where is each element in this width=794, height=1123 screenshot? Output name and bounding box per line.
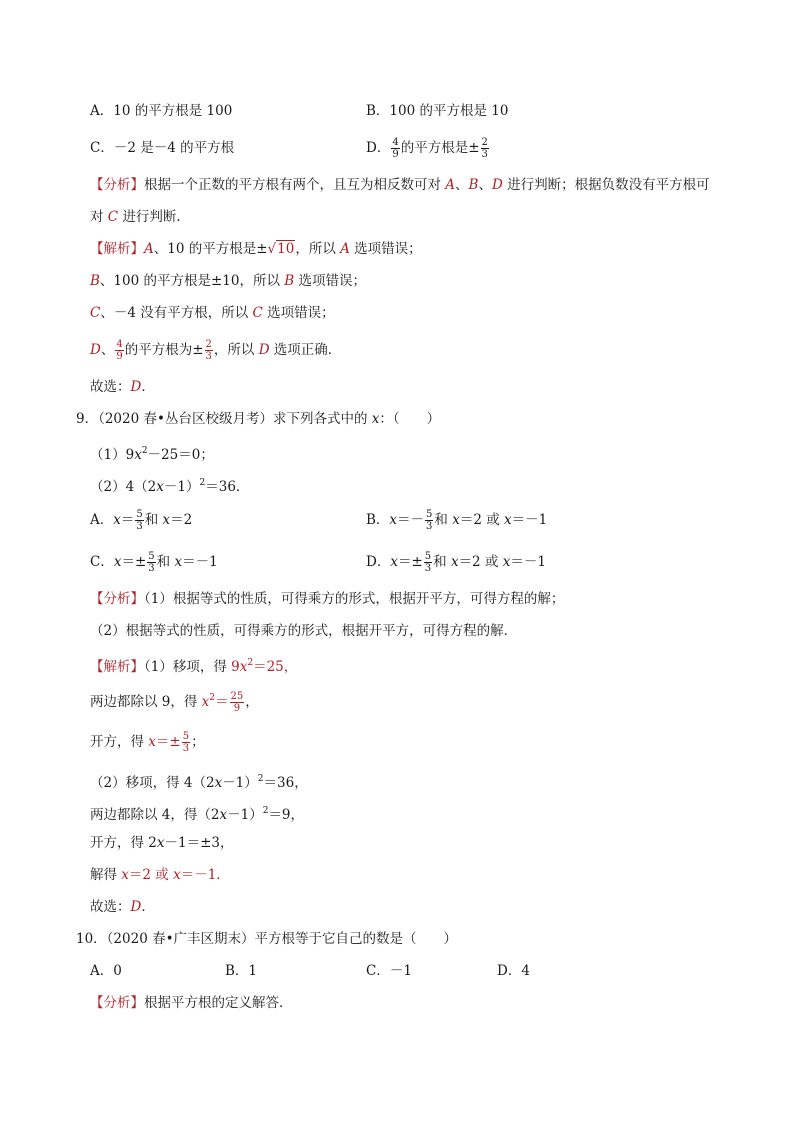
q9-solution-line-6: [90, 834, 234, 852]
q8-solution-b: [90, 272, 366, 290]
solution-text: －1＝±3，: [164, 835, 234, 851]
solution-text: 选项错误；: [349, 241, 422, 257]
solution-text: 、－4 没有平方根，所以: [100, 305, 253, 321]
solution-text: ＝9，: [268, 807, 305, 823]
analysis-text: 根据一个正数的平方根有两个，且互为相反数可对: [144, 177, 446, 193]
fraction: [481, 137, 489, 160]
exponent: 2: [199, 478, 206, 488]
option-ref: A: [445, 177, 456, 193]
solution-text: ＝36，: [263, 775, 308, 791]
option-ref: B: [90, 273, 100, 289]
option-label: A．: [90, 512, 114, 528]
solution-text: 、100 的平方根是±10，所以: [99, 273, 285, 289]
solution-text: 选项错误；: [262, 305, 335, 321]
question-title-end: ：（ ）: [379, 411, 441, 427]
q8-analysis-line-2: [90, 208, 190, 226]
solution-text: ，所以: [213, 342, 259, 358]
fraction-numerator: 25: [230, 691, 244, 702]
solution-text: 选项错误；: [294, 273, 366, 289]
answer-value: D: [130, 379, 142, 395]
analysis-text: 进行判断．: [118, 209, 190, 225]
option-label: D．: [366, 554, 391, 570]
option-ref: B: [284, 273, 295, 289]
equation-text: －25＝0；: [147, 447, 214, 463]
q9-solution-line-7: [90, 866, 230, 884]
option-text: ＝2 或: [458, 554, 503, 570]
equation-text: ＝36．: [205, 479, 250, 495]
q10-option-a: A．0: [90, 963, 122, 979]
solution-text: （2）移项，得 4（2: [90, 775, 215, 791]
solution-text: （1）移项，得: [144, 659, 232, 675]
q10-analysis: [90, 994, 293, 1012]
answer-suffix: ．: [141, 899, 155, 915]
variable: x: [389, 512, 398, 528]
option-ref: B: [468, 177, 479, 193]
q8-solution-a: [90, 240, 422, 258]
option-text: 和: [144, 512, 163, 528]
variable: x: [390, 554, 398, 570]
math-expression: ＝－1．: [180, 867, 230, 883]
solution-text: ，所以: [295, 241, 341, 257]
q10-option-d: D．4: [497, 963, 530, 979]
variable: x: [162, 512, 171, 528]
variable: x: [239, 659, 248, 675]
fraction: [135, 509, 143, 532]
fraction-numerator: 4: [392, 137, 399, 148]
option-ref: C: [107, 209, 119, 225]
solution-text: －1）: [222, 775, 258, 791]
option-label: B．: [366, 512, 390, 528]
fraction-denominator: 3: [136, 521, 143, 532]
equation-text: －1）: [163, 479, 200, 495]
q9-option-c: [90, 544, 218, 580]
option-text: 和: [156, 554, 175, 570]
q8-option-d-mid: 的平方根是±: [400, 140, 480, 156]
q8-option-a: A．10 的平方根是 100: [90, 103, 233, 119]
q8-analysis-line-1: [90, 176, 710, 194]
q9-equation-1: [90, 442, 214, 464]
q8-option-d: [366, 130, 490, 166]
q9-solution-line-4: [90, 770, 308, 792]
option-text: ＝2 或: [459, 512, 505, 528]
variable: x: [156, 835, 165, 851]
answer-suffix: ．: [141, 379, 155, 395]
q8-solution-d: [90, 332, 341, 368]
variable: x: [121, 867, 129, 883]
option-text: ＝±: [121, 554, 147, 570]
solution-text: 开方，得 2: [90, 835, 157, 851]
analysis-text: （1）根据等式的性质，可得乘方的形式，根据开平方，可得方程的解；: [144, 591, 565, 607]
option-text: ＝－: [397, 512, 425, 528]
fraction-numerator: 4: [116, 339, 123, 350]
solution-text: 开方，得: [90, 734, 149, 750]
variable: x: [201, 694, 210, 710]
solution-text: 解得: [90, 867, 122, 883]
solution-tag: 【解析】: [90, 659, 144, 675]
exponent: 2: [141, 446, 148, 456]
fraction: [147, 551, 155, 574]
solution-text: 、: [100, 342, 115, 358]
q8-solution-c: [90, 304, 335, 322]
math-expression: ＝2 或: [128, 867, 174, 883]
q9-analysis-line-2: （2）根据等式的性质，可得乘方的形式，根据开平方，可得方程的解．: [90, 623, 518, 639]
fraction-denominator: 9: [392, 149, 399, 160]
fraction-denominator: 3: [205, 351, 212, 362]
option-ref: C: [90, 305, 101, 321]
analysis-tag: 【分析】: [90, 177, 144, 193]
option-ref: C: [252, 305, 263, 321]
fraction-numerator: 5: [426, 509, 433, 520]
radicand: 10: [277, 241, 295, 257]
solution-text: －1）: [227, 807, 263, 823]
q9-solution-line-5: [90, 802, 304, 824]
math-expression: 9: [231, 659, 240, 675]
q10-option-b: B．1: [225, 963, 258, 979]
variable: x: [502, 554, 511, 570]
fraction-denominator: 3: [182, 743, 190, 754]
fraction-denominator: 3: [148, 563, 155, 574]
q10-title: 10．（2020 春•广丰区期末）平方根等于它自己的数是（ ）: [76, 931, 458, 947]
option-ref: D: [258, 342, 270, 358]
solution-text: 、10 的平方根是±: [153, 241, 268, 257]
solution-text: 的平方根为±: [124, 342, 204, 358]
variable: x: [113, 512, 121, 528]
option-label: C．: [90, 554, 114, 570]
option-ref: A: [340, 241, 350, 257]
analysis-text: 对: [90, 209, 108, 225]
q8-option-d-prefix: D．: [366, 140, 391, 156]
fraction-numerator: 2: [481, 137, 488, 148]
option-text: 和: [434, 512, 453, 528]
q10-option-c: C．－1: [366, 963, 412, 979]
q8-option-b: B．100 的平方根是 10: [366, 103, 509, 119]
analysis-tag: 【分析】: [90, 995, 144, 1011]
option-ref: D: [491, 177, 503, 193]
q9-equation-2: [90, 474, 249, 496]
solution-text: 两边都除以 4，得（2: [90, 807, 220, 823]
option-text: ＝－1: [182, 554, 218, 570]
fraction: [182, 731, 190, 754]
option-text: ＝－1: [510, 554, 546, 570]
math-expression: ＝25，: [253, 659, 298, 675]
analysis-text: 进行判断；根据负数没有平方根可: [502, 177, 710, 193]
variable: x: [450, 554, 459, 570]
variable: x: [452, 512, 460, 528]
math-expression: ＝±: [155, 734, 181, 750]
option-text: ＝－1: [511, 512, 548, 528]
fraction-denominator: 9: [116, 351, 123, 362]
analysis-text: 根据平方根的定义解答．: [144, 995, 293, 1011]
variable: x: [113, 554, 122, 570]
fraction-numerator: 5: [148, 551, 155, 562]
variable: x: [504, 512, 512, 528]
q9-answer: [90, 898, 155, 916]
exponent: 2: [262, 806, 269, 816]
solution-text: 选项正确．: [269, 342, 342, 358]
solution-tag: 【解析】: [90, 241, 144, 257]
separator: 、: [455, 177, 469, 193]
option-ref: A: [144, 241, 154, 257]
fraction-numerator: 5: [182, 731, 190, 742]
option-text: ＝±: [397, 554, 423, 570]
fraction: [391, 137, 399, 160]
question-title: 9．（2020 春•丛台区校级月考）求下列各式中的: [76, 411, 372, 427]
sqrt-expression: √10: [267, 241, 295, 257]
separator: 、: [478, 177, 492, 193]
solution-text: 两边都除以 9，得: [90, 694, 202, 710]
q9-analysis-line-1: [90, 590, 564, 608]
fraction-denominator: 3: [481, 149, 488, 160]
fraction: [115, 339, 123, 362]
fraction-denominator: 3: [426, 521, 433, 532]
fraction-numerator: 5: [424, 551, 432, 562]
math-expression: ＝: [215, 694, 229, 710]
fraction: [230, 691, 245, 714]
analysis-tag: 【分析】: [90, 591, 144, 607]
q8-answer: [90, 378, 155, 396]
option-ref: D: [90, 342, 101, 358]
option-text: ＝: [120, 512, 135, 528]
exponent: 2: [257, 774, 264, 784]
fraction-denominator: 3: [424, 563, 432, 574]
q9-option-b: [366, 502, 547, 538]
variable: x: [134, 447, 142, 463]
fraction: [425, 509, 433, 532]
answer-prefix: 故选：: [90, 899, 131, 915]
variable: x: [148, 734, 156, 750]
fraction-numerator: 5: [136, 509, 143, 520]
exponent: 2: [247, 658, 254, 668]
option-text: 和: [433, 554, 451, 570]
solution-text: ；: [191, 734, 205, 750]
q9-solution-line-2: [90, 680, 259, 720]
variable: x: [214, 775, 223, 791]
q9-solution-line-1: [90, 654, 297, 676]
variable: x: [371, 411, 380, 427]
fraction: [424, 551, 432, 574]
fraction-numerator: 2: [205, 339, 212, 350]
variable: x: [219, 807, 228, 823]
variable: x: [156, 479, 164, 495]
variable: x: [173, 867, 181, 883]
option-text: ＝2: [170, 512, 193, 528]
q9-option-a: [90, 502, 192, 538]
equation-text: （2）4（2: [90, 479, 157, 495]
variable: x: [174, 554, 183, 570]
q9-title: [76, 410, 440, 428]
exponent: 2: [209, 693, 216, 703]
q9-option-d: [366, 544, 546, 580]
fraction: [205, 339, 213, 362]
answer-prefix: 故选：: [90, 379, 131, 395]
solution-text: ，: [245, 694, 259, 710]
q9-solution-line-3: [90, 724, 205, 760]
equation-text: （1）9: [90, 447, 135, 463]
q8-option-c: C．－2 是－4 的平方根: [90, 140, 235, 156]
answer-value: D: [130, 899, 142, 915]
fraction-denominator: 9: [233, 703, 241, 714]
